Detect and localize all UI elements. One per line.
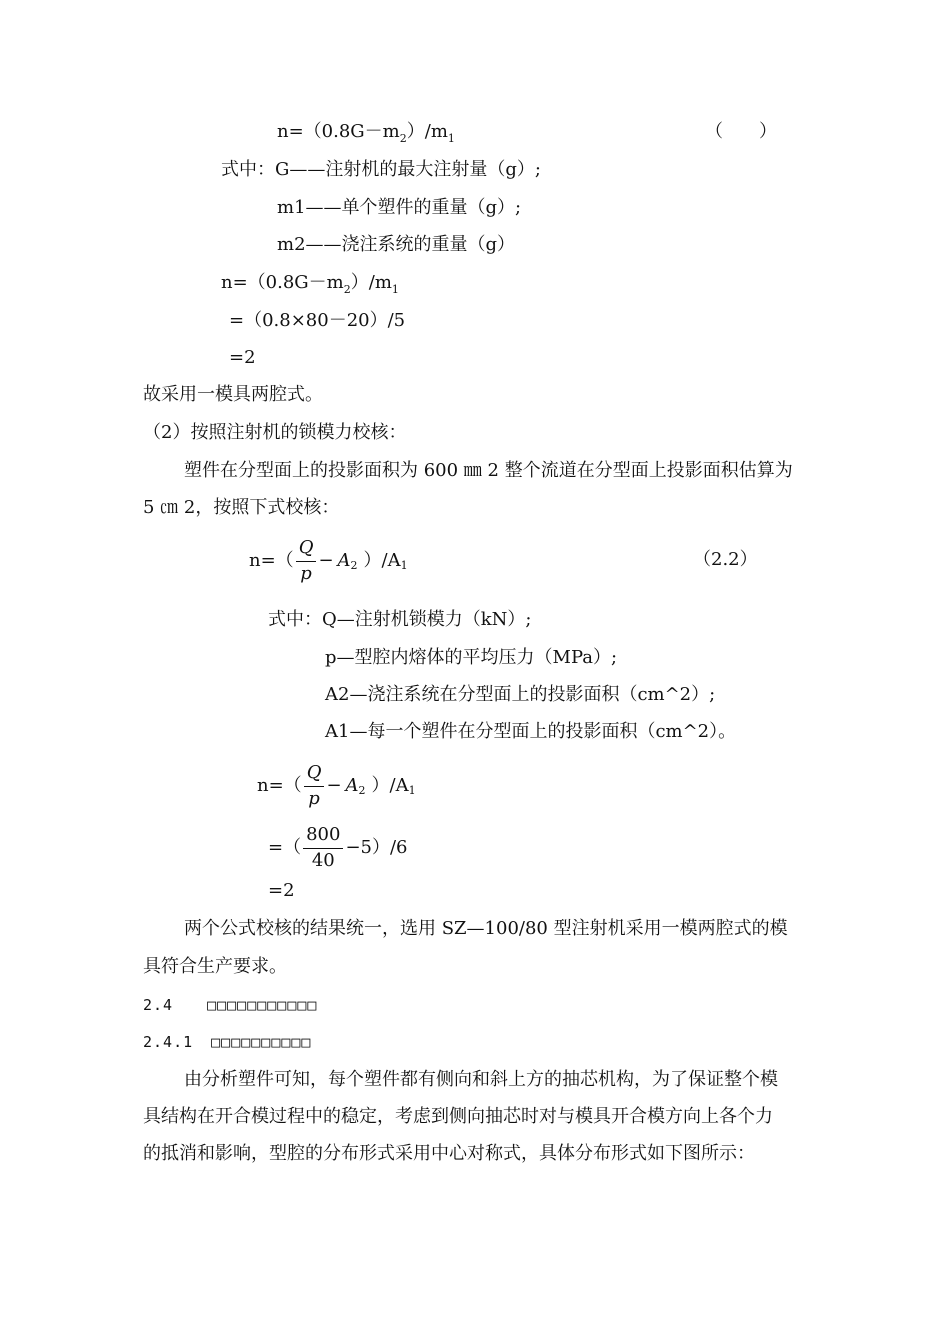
section-heading-2: （2）按照注射机的锁模力校核： (143, 422, 407, 443)
equation-5: =（ $\frac{800}{40}$ −5）/6 (268, 824, 408, 871)
fraction-800-over-40: $\frac{800}{40}$ (303, 822, 343, 873)
equation-4: n=（ $\frac{Q}{p}$ − A2 ）/A1 (257, 762, 416, 809)
equation-number-2-2: （2.2） (693, 549, 758, 570)
calc-line-1: =（0.8×80－20）/5 (229, 310, 406, 331)
equation-3: n=（ $\frac{Q}{p}$ − A2 ）/A1 (249, 537, 408, 584)
equation-2: $n=(0.8G-m_2)/m_1$ (221, 272, 399, 296)
body-line-1: 由分析塑件可知，每个塑件都有侧向和斜上方的抽芯机构，为了保证整个模 (184, 1069, 778, 1090)
body-line-2: 具结构在开合模过程中的稳定，考虑到侧向抽芯时对与模具开合模方向上各个力 (143, 1106, 773, 1127)
paragraph-line-1: 塑件在分型面上的投影面积为 600 ㎜ 2 整个流道在分型面上投影面积估算为 (184, 460, 793, 481)
paragraph-line-2: 5 ㎝ 2，按照下式校核： (143, 497, 340, 518)
summary-line-2: 具符合生产要求。 (143, 956, 287, 977)
body-line-3: 的抵消和影响，型腔的分布形式采用中心对称式，具体分布形式如下图所示： (143, 1143, 755, 1164)
equation-number: （ ） (705, 121, 777, 142)
definition-m2: m2——浇注系统的重量（g） (277, 234, 516, 255)
fraction-q-over-p: $\frac{Q}{p}$ (304, 760, 325, 811)
calc-line-3: =2 (268, 880, 295, 901)
definition-a2: A2—浇注系统在分型面上的投影面积（cm^2）; (325, 684, 716, 705)
definition-m1: m1——单个塑件的重量（g）; (277, 197, 522, 218)
where-line: 式中：G——注射机的最大注射量（g）; (221, 159, 541, 180)
section-2-4-heading: 2.4 □□□□□□□□□□□ (143, 996, 318, 1014)
calc-line-2: =2 (229, 347, 256, 368)
conclusion-text: 故采用一模具两腔式。 (143, 384, 323, 405)
fraction-q-over-p: $\frac{Q}{p}$ (296, 535, 317, 586)
summary-line-1: 两个公式校核的结果统一，选用 SZ—100/80 型注射机采用一模两腔式的模 (184, 918, 788, 939)
definition-p: p—型腔内熔体的平均压力（MPa）; (325, 647, 618, 668)
where-line-2: 式中：Q—注射机锁模力（kN）; (268, 609, 532, 630)
definition-a1: A1—每一个塑件在分型面上的投影面积（cm^2）。 (325, 721, 737, 742)
equation-1: $n=(0.8G-m_2)/m_1$ (277, 121, 455, 145)
section-2-4-1-heading: 2.4.1 □□□□□□□□□□ (143, 1033, 312, 1051)
